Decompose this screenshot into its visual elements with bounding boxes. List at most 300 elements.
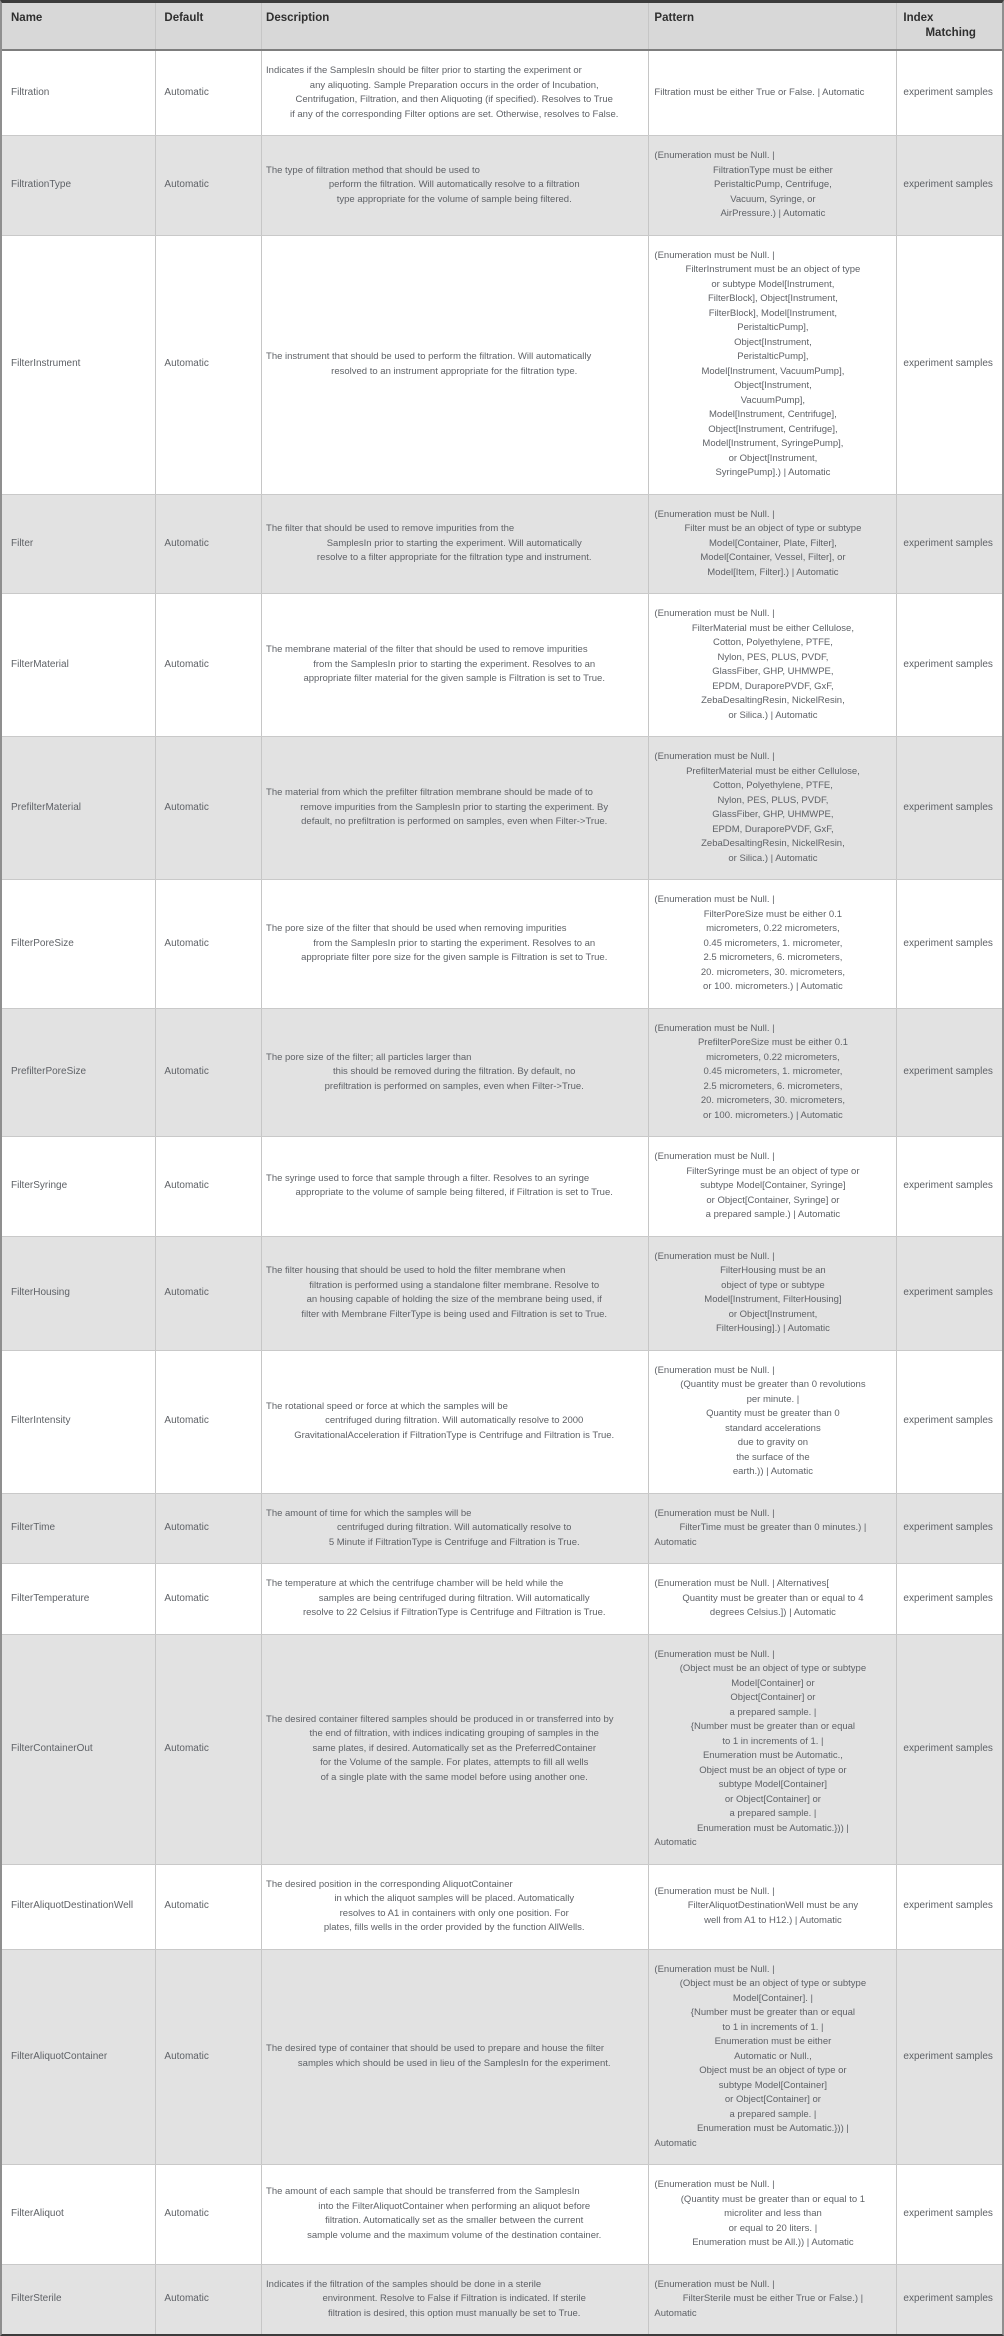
text-line: PeristalticPump], (737, 322, 809, 333)
text-line: Automatic (654, 1837, 697, 1848)
index-matching-cell (897, 880, 1002, 1008)
text-line: filter with Membrane FilterType is being used and Filtration is set to True. (301, 1308, 608, 1320)
text-line: The material from which the prefilter filtration membrane should be made of to (266, 787, 593, 799)
option-name-cell (2, 495, 156, 594)
text-line: the end of filtration, with indices indicating grouping of samples in the (309, 1728, 599, 1740)
text-line: from the SamplesIn prior to starting the experiment. Resolves to an (313, 658, 596, 670)
option-name: FilterAliquot (11, 2208, 64, 2219)
text-line: object of type or subtype (721, 1279, 825, 1291)
header-cell-pattern (649, 3, 897, 49)
text-line: ZebaDesaltingResin, NickelResin, (701, 838, 845, 849)
text-line: FilterInstrument must be an object of type (685, 264, 861, 275)
default-value-cell (156, 2165, 262, 2264)
table-row (2, 2265, 1002, 2335)
pattern-cell (649, 495, 897, 594)
text-line: EPDM, DuraporePVDF, GxF, (712, 680, 834, 692)
pattern-cell (649, 136, 897, 235)
index-matching-value: experiment samples (903, 1286, 993, 1298)
index-matching-value: experiment samples (903, 179, 993, 190)
index-matching-value: experiment samples (903, 1900, 993, 1912)
text-line: centrifuged during filtration. Will automatically resolve to 2000 (325, 1415, 584, 1427)
index-matching-value: experiment samples (903, 1415, 993, 1427)
option-name: PrefilterMaterial (11, 801, 82, 813)
text-line: The pore size of the filter; all particles larger than (266, 1051, 472, 1063)
index-matching-cell (897, 51, 1002, 135)
option-name: FilterPoreSize (11, 937, 74, 949)
index-matching-value: experiment samples (903, 1522, 993, 1533)
text-line: The instrument that should be used to perform the filtration. Will automatically (266, 351, 592, 362)
text-line: micrometers, 0.22 micrometers, (706, 1051, 840, 1063)
text-line: or Silica.) | Automatic (728, 709, 818, 721)
text-line: FiltrationType must be either (712, 164, 833, 176)
index-matching-cell (897, 1494, 1002, 1564)
text-line: Quantity must be greater than or equal to 4 (682, 1592, 864, 1604)
option-name: FilterAliquotDestinationWell (11, 1900, 134, 1912)
text-line: Quantity must be greater than 0 (706, 1408, 840, 1419)
text-line: same plates, if desired. Automatically set as the PreferredContainer (312, 1742, 596, 1754)
index-matching-value: experiment samples (903, 1180, 993, 1191)
option-name-cell (2, 737, 156, 879)
text-line: filtration. Automatically set as the smaller between the current (325, 2215, 584, 2227)
index-matching-cell (897, 1865, 1002, 1949)
pattern-cell (649, 1137, 897, 1236)
default-value: Automatic (164, 2208, 209, 2219)
table-row (2, 51, 1002, 136)
text-line: (Enumeration must be Null. | (654, 1364, 775, 1376)
text-line: (Quantity must be greater than or equal to 1 (680, 2193, 866, 2205)
text-line: Model[Item, Filter].) | Automatic (707, 566, 839, 578)
table-row (2, 136, 1002, 236)
pattern-cell (649, 1564, 897, 1634)
text-line: The rotational speed or force at which the samples will be (266, 1400, 508, 1412)
text-line: remove impurities from the SamplesIn prior to starting the experiment. By (300, 801, 609, 813)
table-row (2, 1351, 1002, 1494)
option-name-cell (2, 1865, 156, 1949)
default-value-cell (156, 1950, 262, 2165)
text-line: filtration is desired, this option must manually be set to True. (328, 2307, 581, 2319)
text-line: degrees Celsius.]) | Automatic (709, 1607, 836, 1618)
table-row (2, 2165, 1002, 2265)
index-matching-cell (897, 1351, 1002, 1493)
text-line: subtype Model[Container] (718, 1779, 828, 1790)
option-name-cell (2, 136, 156, 235)
text-line: an housing capable of holding the size of the membrane being used, if (306, 1294, 602, 1305)
text-line: Enumeration must be Automatic.})) | (696, 2123, 849, 2134)
default-value: Automatic (164, 658, 209, 670)
text-line: GlassFiber, GHP, UHMWPE, (712, 666, 834, 677)
description-cell (262, 1009, 649, 1137)
text-line: FilterTime must be greater than 0 minutes.) | (679, 1522, 867, 1533)
default-value: Automatic (164, 1522, 209, 1533)
text-line: The filter that should be used to remove impurities from the (266, 523, 515, 534)
text-line: (Enumeration must be Null. | (654, 508, 775, 520)
index-matching-cell (897, 1237, 1002, 1350)
pattern-cell (649, 2165, 897, 2264)
text-line: PrefilterMaterial must be either Cellulose, (686, 765, 860, 777)
table-row (2, 880, 1002, 1009)
text-line: Model[Instrument, VacuumPump], (701, 365, 845, 377)
table-row (2, 1865, 1002, 1950)
text-line: from the SamplesIn prior to starting the experiment. Resolves to an (313, 937, 596, 949)
text-line: any aliquoting. Sample Preparation occurs in the order of Incubation, (309, 79, 599, 91)
option-name-cell (2, 236, 156, 494)
text-line: or Object[Container, Syringe] or (706, 1194, 840, 1206)
pattern-cell (649, 880, 897, 1008)
table-header-row (2, 3, 1002, 51)
text-line: (Enumeration must be Null. | (654, 2179, 775, 2190)
text-line: Index (903, 12, 934, 24)
text-line: The desired type of container that should be used to prepare and house the filter (266, 2043, 605, 2055)
index-matching-cell (897, 1950, 1002, 2165)
index-matching-value: experiment samples (903, 2293, 993, 2304)
option-name-cell (2, 1564, 156, 1634)
text-line: type appropriate for the volume of sample being filtered. (336, 193, 572, 205)
text-line: Default (164, 12, 204, 24)
text-line: Automatic (654, 1536, 697, 1548)
text-line: or 100. micrometers.) | Automatic (703, 981, 843, 992)
text-line: 2.5 micrometers, 6. micrometers, (703, 952, 843, 963)
table-row (2, 1009, 1002, 1138)
text-line: VacuumPump], (740, 394, 806, 406)
index-matching-value: experiment samples (903, 1066, 993, 1077)
description-cell (262, 2265, 649, 2335)
option-name-cell (2, 51, 156, 135)
header-cell-name (2, 3, 156, 49)
index-matching-value: experiment samples (903, 537, 993, 549)
option-name-cell (2, 1237, 156, 1350)
table-row (2, 1137, 1002, 1237)
text-line: due to gravity on (737, 1437, 809, 1448)
description-cell (262, 51, 649, 135)
text-line: Cotton, Polyethylene, PTFE, (712, 780, 833, 791)
text-line: Automatic or Null., (734, 2050, 812, 2062)
text-line: Pattern (654, 12, 695, 24)
pattern-cell (649, 2265, 897, 2335)
default-value-cell (156, 236, 262, 494)
default-value: Automatic (164, 1180, 209, 1191)
text-line: (Quantity must be greater than 0 revolutions (680, 1379, 866, 1390)
text-line: The type of filtration method that should be used to (266, 164, 480, 176)
index-matching-value: experiment samples (903, 801, 993, 813)
text-line: PeristalticPump], (737, 351, 809, 362)
text-line: 2.5 micrometers, 6. micrometers, (703, 1080, 843, 1092)
text-line: (Enumeration must be Null. | (654, 2278, 775, 2290)
text-line: Automatic (654, 2137, 697, 2149)
text-line: (Enumeration must be Null. | (654, 751, 775, 762)
default-value-cell (156, 136, 262, 235)
default-value-cell (156, 1865, 262, 1949)
description-cell (262, 236, 649, 494)
text-line: plates, fills wells in the order provided by the function AllWells. (323, 1922, 585, 1933)
index-matching-cell (897, 136, 1002, 235)
index-matching-cell (897, 2165, 1002, 2264)
default-value: Automatic (164, 537, 209, 549)
default-value-cell (156, 1564, 262, 1634)
option-name: FilterInstrument (11, 358, 81, 370)
text-line: The desired position in the corresponding AliquotContainer (266, 1878, 513, 1890)
text-line: (Enumeration must be Null. | (654, 1885, 775, 1897)
text-line: The amount of each sample that should be transferred from the SamplesIn (266, 2186, 580, 2198)
option-name: FiltrationType (11, 179, 72, 190)
pattern-cell (649, 1950, 897, 2165)
text-line: The pore size of the filter that should be used when removing impurities (266, 923, 567, 934)
text-line: Description (266, 12, 330, 24)
text-line: (Enumeration must be Null. | (654, 249, 775, 261)
index-matching-cell (897, 1564, 1002, 1634)
option-name: FilterMaterial (11, 658, 69, 670)
text-line: (Enumeration must be Null. | (654, 1963, 775, 1975)
table-row (2, 594, 1002, 737)
text-line: FilterMaterial must be either Cellulose, (691, 622, 854, 634)
text-line: a prepared sample. | (729, 1808, 817, 1819)
text-line: the surface of the (736, 1451, 810, 1463)
description-cell (262, 594, 649, 736)
pattern-cell (649, 1865, 897, 1949)
text-line: micrometers, 0.22 micrometers, (706, 923, 840, 934)
text-line: Model[Container]. | (732, 1992, 813, 2004)
text-line: (Object must be an object of type or subtype (679, 1663, 867, 1674)
index-matching-value: experiment samples (903, 1742, 993, 1754)
text-line: Model[Container, Vessel, Filter], or (700, 552, 846, 563)
default-value: Automatic (164, 1066, 209, 1077)
option-name-cell (2, 1009, 156, 1137)
pattern-cell (649, 1009, 897, 1137)
description-cell (262, 1950, 649, 2165)
option-name: Filter (11, 537, 34, 549)
table-row (2, 495, 1002, 595)
text-line: this should be removed during the filtration. By default, no (333, 1066, 576, 1077)
pattern-cell (649, 51, 897, 135)
text-line: Vacuum, Syringe, or (730, 193, 816, 205)
table-row (2, 1635, 1002, 1865)
pattern-cell (649, 1351, 897, 1493)
header-cell-default (156, 3, 262, 49)
text-line: The filter housing that should be used to hold the filter membrane when (266, 1265, 566, 1276)
default-value-cell (156, 495, 262, 594)
text-line: (Enumeration must be Null. | (654, 1022, 775, 1034)
index-matching-value: experiment samples (903, 2050, 993, 2062)
text-line: default, no prefiltration is performed on samples, even when Filter->True. (301, 816, 608, 828)
text-line: FilterHousing must be an (720, 1265, 826, 1276)
text-line: perform the filtration. Will automatically resolve to a filtration (328, 179, 580, 190)
option-name: PrefilterPoreSize (11, 1066, 87, 1077)
description-cell (262, 880, 649, 1008)
text-line: {Number must be greater than or equal (690, 1721, 856, 1732)
text-line: standard accelerations (725, 1422, 821, 1434)
text-line: Nylon, PES, PLUS, PVDF, (717, 651, 829, 663)
text-line: Object[Instrument, (734, 336, 812, 348)
text-line: (Enumeration must be Null. | (654, 1507, 775, 1519)
text-line: or subtype Model[Instrument, (711, 278, 835, 290)
text-line: microliter and less than (724, 2208, 822, 2219)
table-row (2, 1237, 1002, 1351)
text-line: resolves to A1 in containers with only one position. For (339, 1907, 569, 1919)
default-value: Automatic (164, 2050, 209, 2062)
text-line: AirPressure.) | Automatic (720, 208, 826, 219)
option-name-cell (2, 594, 156, 736)
option-name-cell (2, 2265, 156, 2335)
text-line: PrefilterPoreSize must be either 0.1 (697, 1037, 848, 1048)
text-line: Object[Instrument, Centrifuge], (708, 423, 838, 435)
index-matching-value: experiment samples (903, 358, 993, 370)
text-line: Enumeration must be Automatic.})) | (696, 1822, 849, 1834)
index-matching-value: experiment samples (903, 86, 993, 98)
option-name: FilterHousing (11, 1286, 70, 1298)
description-cell (262, 1865, 649, 1949)
default-value: Automatic (164, 1286, 209, 1298)
text-line: per minute. | (746, 1393, 800, 1405)
pattern-cell (649, 1237, 897, 1350)
text-line: 0.45 micrometers, 1. micrometer, (703, 937, 843, 949)
text-line: Model[Container, Plate, Filter], (709, 537, 837, 549)
description-cell (262, 1494, 649, 1564)
text-line: Cotton, Polyethylene, PTFE, (712, 637, 833, 648)
text-line: GlassFiber, GHP, UHMWPE, (712, 809, 834, 820)
option-name: FilterTemperature (11, 1592, 90, 1604)
option-name-cell (2, 1950, 156, 2165)
text-line: SamplesIn prior to starting the experiment. Will automatically (326, 537, 582, 549)
text-line: resolve to 22 Celsius if FiltrationType is Centrifuge and Filtration is True. (302, 1607, 606, 1618)
default-value: Automatic (164, 358, 209, 370)
text-line: FilterSyringe must be an object of type or (686, 1165, 860, 1177)
text-line: FilterSterile must be either True or False.) | (682, 2293, 864, 2304)
text-line: 0.45 micrometers, 1. micrometer, (703, 1066, 843, 1077)
text-line: or Object[Container] or (724, 1793, 821, 1805)
table-row (2, 737, 1002, 880)
option-name-cell (2, 1635, 156, 1864)
default-value-cell (156, 1009, 262, 1137)
default-value: Automatic (164, 801, 209, 813)
text-line: or Object[Container] or (724, 2094, 821, 2105)
text-line: (Enumeration must be Null. | (654, 1250, 775, 1262)
option-name-cell (2, 1137, 156, 1236)
index-matching-value: experiment samples (903, 1592, 993, 1604)
text-line: filtration is performed using a standalone filter membrane. Resolve to (309, 1279, 600, 1291)
option-name-cell (2, 1351, 156, 1493)
default-value-cell (156, 1494, 262, 1564)
index-matching-cell (897, 236, 1002, 494)
default-value-cell (156, 880, 262, 1008)
text-line: a prepared sample. | (729, 2108, 817, 2120)
text-line: The membrane material of the filter that should be used to remove impurities (266, 644, 588, 656)
index-matching-value: experiment samples (903, 2208, 993, 2219)
index-matching-cell (897, 495, 1002, 594)
text-line: a prepared sample. | (729, 1706, 817, 1718)
text-line: Centrifugation, Filtration, and then Aliquoting (if specified). Resolves to True (295, 94, 613, 105)
text-line: appropriate filter material for the given sample is Filtration is set to True. (303, 673, 605, 685)
option-name: FilterSyringe (11, 1180, 68, 1191)
description-cell (262, 136, 649, 235)
default-value-cell (156, 594, 262, 736)
text-line: FilterPoreSize must be either 0.1 (703, 908, 843, 920)
pattern-cell (649, 1635, 897, 1864)
description-cell (262, 2165, 649, 2264)
option-name: FilterSterile (11, 2293, 62, 2304)
text-line: or Silica.) | Automatic (728, 852, 818, 864)
option-name: FilterContainerOut (11, 1742, 93, 1754)
table-row (2, 1494, 1002, 1565)
table-row (2, 236, 1002, 495)
text-line: Object must be an object of type or (699, 1764, 847, 1776)
text-line: a prepared sample.) | Automatic (705, 1209, 841, 1220)
description-cell (262, 1237, 649, 1350)
text-line: or Object[Instrument, (728, 1308, 818, 1320)
text-line: or 100. micrometers.) | Automatic (703, 1109, 843, 1121)
table-row (2, 1564, 1002, 1635)
text-line: subtype Model[Container, Syringe] (700, 1180, 846, 1191)
text-line: (Enumeration must be Null. | (654, 894, 775, 905)
default-value: Automatic (164, 1592, 209, 1604)
text-line: Enumeration must be either (714, 2036, 832, 2047)
option-name: FilterIntensity (11, 1415, 71, 1427)
text-line: Filtration must be either True or False. | Automatic (654, 86, 865, 98)
text-line: Filter must be an object of type or subtype (684, 523, 862, 534)
option-name: Filtration (11, 86, 50, 98)
text-line: Matching (925, 27, 976, 39)
text-line: GravitationalAcceleration if FiltrationType is Centrifuge and Filtration is True. (294, 1429, 615, 1441)
default-value: Automatic (164, 2293, 209, 2304)
text-line: Object must be an object of type or (699, 2065, 847, 2076)
text-line: samples are being centrifuged during filtration. Will automatically (318, 1592, 590, 1604)
text-line: Name (11, 12, 43, 24)
index-matching-cell (897, 737, 1002, 879)
text-line: subtype Model[Container] (718, 2079, 828, 2091)
text-line: 20. micrometers, 30. micrometers, (700, 1095, 845, 1106)
text-line: (Enumeration must be Null. | (654, 1151, 775, 1162)
text-line: 5 Minute if FiltrationType is Centrifuge and Filtration is True. (328, 1536, 580, 1548)
index-matching-cell (897, 1635, 1002, 1864)
index-matching-cell (897, 594, 1002, 736)
text-line: Object[Instrument, (734, 380, 812, 391)
text-line: The temperature at which the centrifuge chamber will be held while the (266, 1578, 564, 1589)
text-line: prefiltration is performed on samples, even when Filter->True. (324, 1080, 584, 1092)
text-line: into the FilterAliquotContainer when performing an aliquot before (318, 2200, 591, 2212)
default-value-cell (156, 51, 262, 135)
text-line: Object[Container] or (730, 1692, 816, 1703)
text-line: (Enumeration must be Null. | (654, 150, 775, 161)
description-cell (262, 1137, 649, 1236)
text-line: Model[Instrument, SyringePump], (702, 438, 844, 449)
header-cell-description (262, 3, 649, 49)
default-value-cell (156, 1351, 262, 1493)
text-line: Enumeration must be Automatic., (702, 1750, 843, 1761)
text-line: resolve to a filter appropriate for the filtration type and instrument. (316, 552, 592, 563)
text-line: ZebaDesaltingResin, NickelResin, (701, 695, 845, 706)
table-row (2, 1950, 1002, 2166)
text-line: appropriate to the volume of sample being filtered, if Filtration is set to True. (295, 1187, 613, 1199)
default-value-cell (156, 2265, 262, 2335)
text-line: Nylon, PES, PLUS, PVDF, (717, 794, 829, 806)
option-name-cell (2, 880, 156, 1008)
text-line: samples which should be used in lieu of the SamplesIn for the experiment. (297, 2057, 611, 2069)
text-line: for the Volume of the sample. For plates, attempts to fill all wells (320, 1757, 589, 1769)
text-line: FilterHousing].) | Automatic (715, 1323, 830, 1334)
option-name-cell (2, 2165, 156, 2264)
option-name: FilterAliquotContainer (11, 2050, 108, 2062)
text-line: or equal to 20 liters. | (728, 2222, 818, 2234)
table-body (2, 51, 1002, 2334)
text-line: The desired container filtered samples should be produced in or transferred into by (266, 1713, 614, 1725)
text-line: Model[Container] or (731, 1677, 815, 1689)
text-line: Enumeration must be All.)) | Automatic (692, 2237, 854, 2248)
header-cell-index-matching (897, 3, 1002, 49)
text-line: The syringe used to force that sample through a filter. Resolves to an syringe (266, 1172, 590, 1184)
text-line: FilterBlock], Object[Instrument, (707, 293, 838, 304)
option-name-cell (2, 1494, 156, 1564)
text-line: Automatic (654, 2307, 697, 2319)
default-value: Automatic (164, 1742, 209, 1754)
text-line: of a single plate with the same model before using another one. (320, 1771, 588, 1783)
